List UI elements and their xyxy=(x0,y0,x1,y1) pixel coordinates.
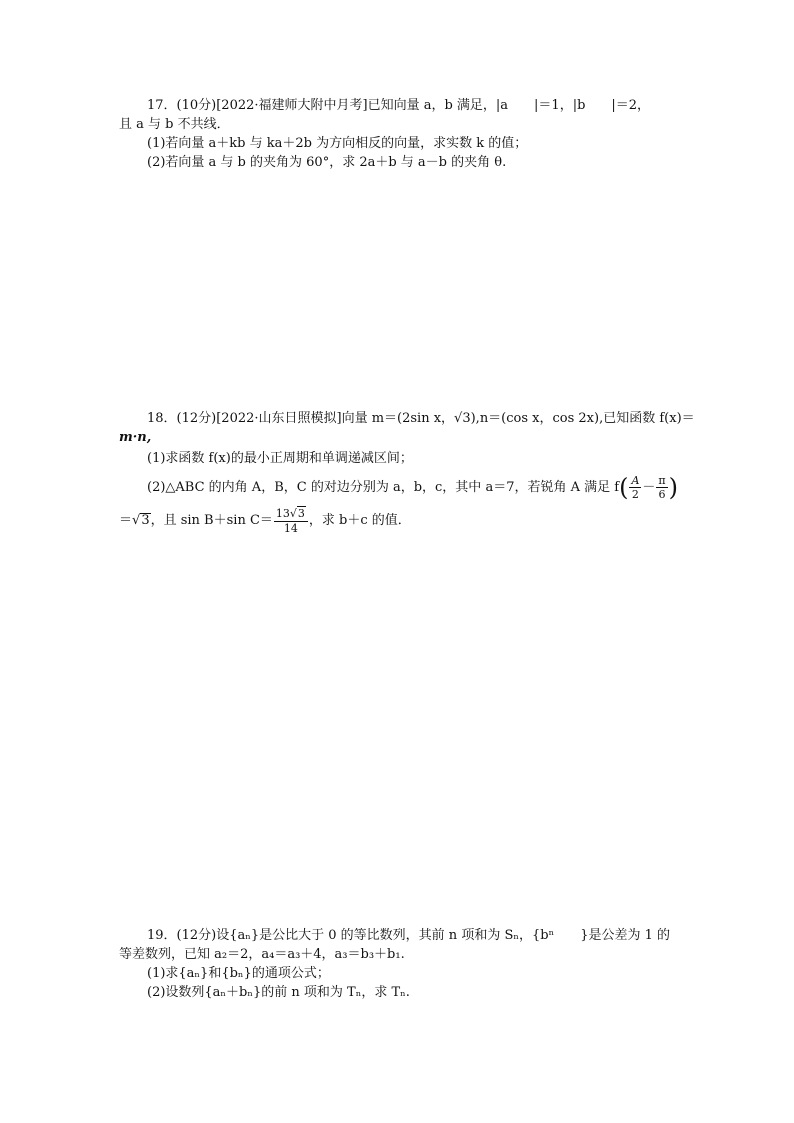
question-17 xyxy=(119,96,675,172)
equals-sign: ＝ xyxy=(119,513,133,528)
q19-stem-line1: 19．(12分)设{aₙ}是公比大于 0 的等比数列，其前 n 项和为 Sₙ，{bⁿ }是公差为 1 的 xyxy=(147,928,671,943)
q17-part2: (2)若向量 a 与 b 的夹角为 60°，求 2a＋b 与 a－b 的夹角 θ. xyxy=(147,155,507,170)
q18-part2-line1 xyxy=(119,473,679,502)
fraction-13sqrt3-over-14: $\frac{13√3}{14}$ xyxy=(274,506,308,535)
q17-stem-line1: 17．(10分)[2022·福建师大附中月考]已知向量 a，b 满足，|a |＝1，|b |＝2， xyxy=(147,98,651,113)
q19-stem-line2: 等差数列，已知 a₂＝2，a₄＝a₃＋4，a₃＝b₃＋b₁. xyxy=(119,947,405,962)
left-paren: ( xyxy=(619,473,629,502)
q18-stem-line1: 18．(12分)[2022·山东日照模拟]向量 m＝(2sin x，√3),n＝(cos x，cos 2x),已知函数 f(x)＝ xyxy=(147,411,695,426)
right-paren: ) xyxy=(668,473,679,502)
fraction-pi-over-6: $\frac{\pi}{6}$ xyxy=(658,474,666,501)
minus-sign: － xyxy=(642,480,656,495)
q19-part2: (2)设数列{aₙ＋bₙ}的前 n 项和为 Tₙ，求 Tₙ. xyxy=(147,985,410,1000)
q18-part2-line2 xyxy=(119,504,675,538)
q19-part1: (1)求{aₙ}和{bₙ}的通项公式； xyxy=(147,966,330,981)
q18-part2-text: (2)△ABC 的内角 A，B，C 的对边分别为 a，b，c，其中 a＝7，若锐角 A 满足 f xyxy=(147,480,620,495)
q18-sin-text: ，且 sin B＋sin C＝ xyxy=(150,513,273,528)
question-19 xyxy=(119,926,675,1002)
sqrt-sign: √ xyxy=(132,513,141,528)
q18-ask-text: ，求 b＋c 的值． xyxy=(308,513,411,528)
fraction-a-over-2: $\frac{A}{2}$ xyxy=(631,474,640,501)
q18-part1: (1)求函数 f(x)的最小正周期和单调递减区间； xyxy=(147,451,413,466)
q17-stem-line2: 且 a 与 b 不共线． xyxy=(119,117,230,132)
q18-stem-line2: m·n, xyxy=(119,430,152,445)
q17-part1: (1)若向量 a＋kb 与 ka＋2b 为方向相反的向量，求实数 k 的值； xyxy=(147,136,528,151)
sqrt-3: 3 xyxy=(141,513,150,528)
question-18 xyxy=(119,409,695,538)
